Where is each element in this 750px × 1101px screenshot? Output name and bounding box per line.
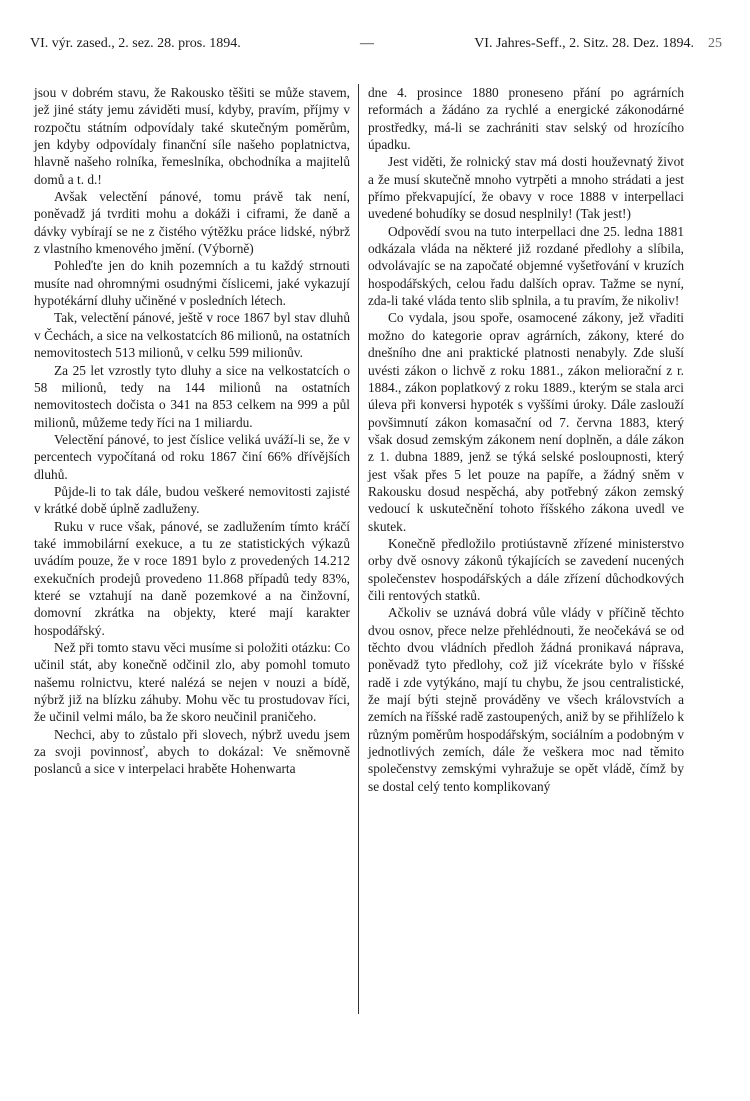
- header-german: VI. Jahres-Seff., 2. Sitz. 28. Dez. 1894.: [474, 36, 694, 51]
- header-separator: —: [360, 36, 374, 51]
- paragraph: dne 4. prosince 1880 proneseno přání po agrárních reformách a žádáno za rychlé a energické zákonodárné prostředky, má-li se zachrániti stav selský od hrozícího úpadku.: [368, 85, 684, 153]
- paragraph: Tak, velectění pánové, ještě v roce 1867 byl stav dluhů v Čechách, a sice na velkostatcích 86 milionů, na ostatních nemovitostech 513 milionů, v celku 599 milionův.: [34, 310, 350, 361]
- paragraph: Co vydala, jsou spoře, osamocené zákony, jež vřaditi možno do kategorie oprav agrárních, zákony, které do dnešního dne ani praktické platnosti nenabyly. Zde sluší uvésti zákon o lichvě z roku 1881., zákon meliorační z r. 1884., zákon poplatkový z roku 1889., kterým se stala arci úleva při konversi hypoték s vyššími úroky. Dále zaslouží povšimnutí zákon komasační od 7. června 1883, který však dosud zemským zákonem není doplněn, a dále zákon z 1. dubna 1889, jenž se týká selské posloupnosti, který jest však přes 5 let pouze na papíře, a žádný sněm v Rakousku dosud nespěchá, aby potřebný zákon zemský vedoucí k uskutečnění tohoto říšského zákona uvedl ve skutek.: [368, 310, 684, 534]
- page-number: 25: [708, 36, 722, 51]
- paragraph: Půjde-li to tak dále, budou veškeré nemovitosti zajisté v krátké době úplně zadluženy.: [34, 483, 350, 517]
- paragraph: Konečně předložilo protiústavně zřízené ministerstvo orby dvě osnovy zákonů týkajících se zavedení nucených společenstev hospodářských a dále zřízení důchodkových čili rentových statků.: [368, 535, 684, 603]
- paragraph: jsou v dobrém stavu, že Rakousko těšiti se může stavem, jež jiné státy jemu záviděti musí, kdyby, pravím, příjmy v rozpočtu státním odpovídaly také skutečným poměrům, jen kdyby odpovídaly finanční síle našeho poplatnictva, hlavně našeho rolníka, řemeslníka, obchodníka a majitelů domů a t. d.!: [34, 85, 350, 187]
- paragraph: Velectění pánové, to jest číslice veliká uváží-li se, že v percentech vypočítaná od roku 1867 činí 66% dřívějších dluhů.: [34, 431, 350, 482]
- paragraph: Ruku v ruce však, pánové, se zadlužením tímto kráčí také immobilární exekuce, a tu ze statistických výkazů uvádím pouze, že v roce 1891 bylo z provedených 14.212 exekučních prodejů provedeno 11.868 případů tedy 83%, které se vztahují na daně pozemkové a na činžovní, domovní zkrátka na objekty, které mají karakter hospodářský.: [34, 518, 350, 638]
- paragraph: Odpovědí svou na tuto interpellaci dne 25. ledna 1881 odkázala vláda na některé již rozdané předlohy a slíbila, odvolávajíc se na započaté objemné vyšetřování v kruzích hospodářských, celou řadu dalších oprav. Tažme se nyní, zda-li také vláda tento slib splnila, a tu pravím, že nikoliv!: [368, 223, 684, 309]
- paragraph: Jest viděti, že rolnický stav má dosti houževnatý život a že musí skutečně mnoho vytrpěti a mnoho strádati a jest přímo překvapující, že obavy v roce 1888 v interpellaci uvedené bohudíky se dosud nesplnily! (Tak jest!): [368, 154, 684, 222]
- right-column: [368, 84, 684, 795]
- running-header: [30, 36, 722, 60]
- left-column: [34, 84, 350, 778]
- column-divider: [358, 84, 359, 1014]
- header-czech: VI. výr. zased., 2. sez. 28. pros. 1894.: [30, 36, 241, 51]
- paragraph: Ačkoliv se uznává dobrá vůle vlády v příčině těchto dvou osnov, přece nelze přehlédnouti, že neočekává se od těchto dvou vládních předloh žádná pronikavá náprava, poněvadž tyto předlohy, což již vícekráte bylo v říšské radě i zde vytýkáno, mají tu chybu, že jsou centralistické, že mají býti stejně prováděny ve všech královstvích a zemích na říšské radě zastoupených, aniž by se přihlíželo k různým poměrům hospodářským, sociálním a podobným v jednotlivých zemích, dále že veškera moc nad těmito společenstvy zemskými vyhražuje se opět vládě, čímž by se dostal celý tento komplikovaný: [368, 605, 684, 794]
- paragraph: Avšak velectění pánové, tomu právě tak není, poněvadž já tvrditi mohu a dokáži i ciframi, že daně a dávky vybírají se ne z čistého výtěžku práce lidské, nýbrž z vlastního kmenového jmění. (Výborně): [34, 189, 350, 257]
- paragraph: Než při tomto stavu věci musíme si položiti otázku: Co učinil stát, aby konečně odčinil zlo, aby pomohl tomuto našemu rolnictvu, které nalézá se nejen v nouzi a bídě, nýbrž již na blízku záhuby. Mohu věc tu prostudovav říci, že učinil velmi málo, ba že skoro neučinil praničeho.: [34, 640, 350, 725]
- paragraph: Pohleďte jen do knih pozemních a tu každý strnouti musíte nad ohromnými osudnými číslicemi, jaké vykazují hypotékární dluhy učiněné v posledních létech.: [34, 258, 350, 309]
- two-column-body: [34, 84, 682, 1054]
- paragraph: Nechci, aby to zůstalo při slovech, nýbrž uvedu jsem za svoji povinnosť, abych to dokázal: Ve sněmovně poslanců a sice v interpelaci hraběte Hohenwarta: [34, 726, 350, 777]
- paragraph: Za 25 let vzrostly tyto dluhy a sice na velkostatcích o 58 milionů, tedy na 144 milionů na ostatních nemovitostech dočista o 341 na 853 celkem na 999 a půl milionů, můžeme tedy říci na 1 miliardu.: [34, 362, 350, 430]
